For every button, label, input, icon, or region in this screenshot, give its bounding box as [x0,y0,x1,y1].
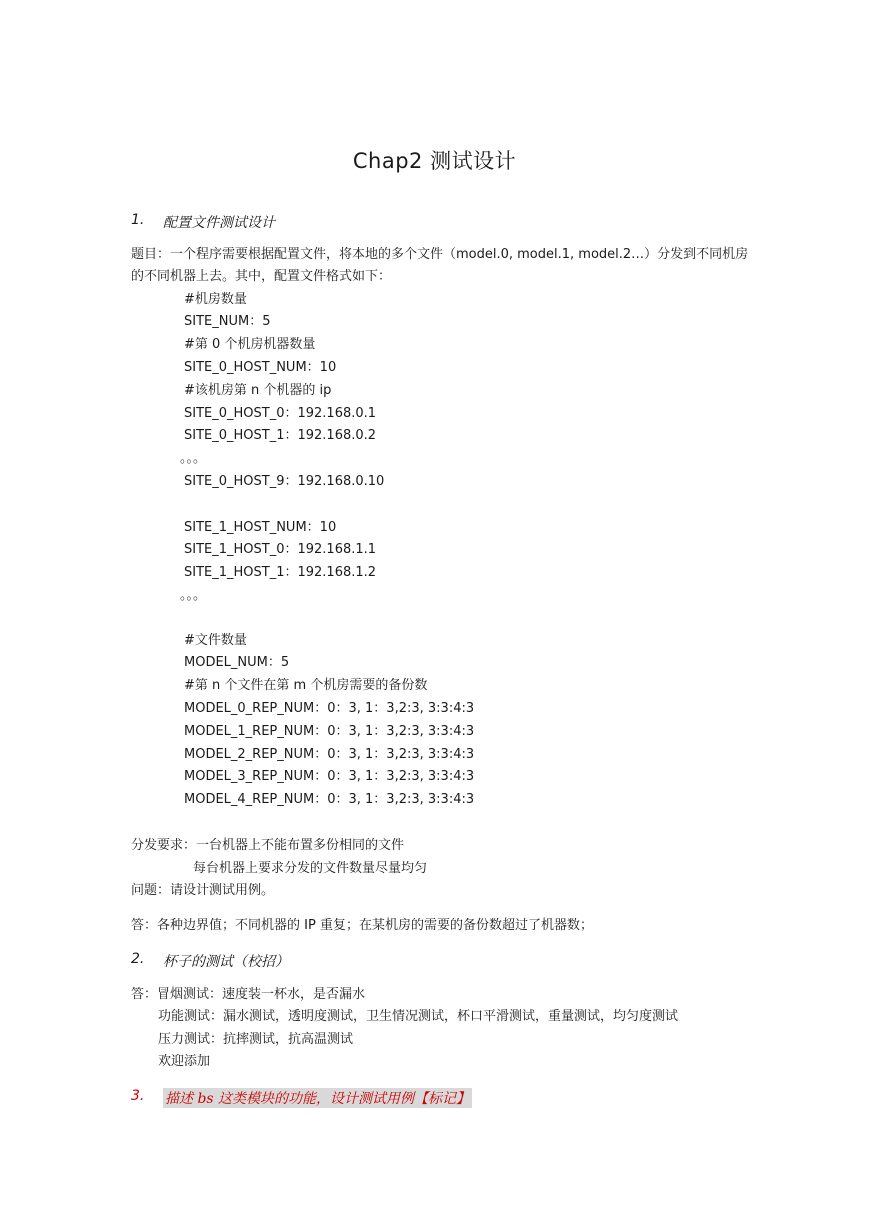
config-line: MODEL_3_REP_NUM：0：3, 1：3,2:3, 3:3:4:3 [184,769,475,784]
section-1-number: 1. [131,212,145,228]
question-line: 问题：请设计测试用例。 [131,883,275,898]
config-line: MODEL_NUM：5 [184,655,290,670]
config-line: #文件数量 [184,633,247,648]
config-line: MODEL_2_REP_NUM：0：3, 1：3,2:3, 3:3:4:3 [184,747,475,762]
answer-line: 答：各种边界值；不同机器的 IP 重复；在某机房的需要的备份数超过了机器数； [131,918,593,933]
config-line: MODEL_4_REP_NUM：0：3, 1：3,2:3, 3:3:4:3 [184,792,475,807]
config-line: SITE_NUM：5 [184,314,271,329]
config-line: #该机房第 n 个机器的 ip [184,383,332,398]
section-2-title: 杯子的测试（校招） [163,954,289,970]
section-1-title: 配置文件测试设计 [163,215,275,231]
config-line: #第 n 个文件在第 m 个机房需要的备份数 [184,678,428,693]
requirement-line-1: 分发要求：一台机器上不能布置多份相同的文件 [131,838,405,853]
answer-line: 答：冒烟测试：速度装一杯水，是否漏水 [131,987,366,1002]
config-ellipsis: 。。。 [180,451,207,466]
answer-line: 压力测试：抗摔测试，抗高温测试 [158,1032,354,1047]
config-line: SITE_0_HOST_9：192.168.0.10 [184,474,385,489]
config-line: SITE_1_HOST_NUM：10 [184,520,337,535]
config-ellipsis: 。。。 [180,588,207,603]
page-title: Chap2 测试设计 [352,149,517,173]
section-2-number: 2. [131,951,145,967]
answer-line: 欢迎添加 [158,1054,211,1069]
section-3-number: 3. [131,1088,145,1104]
answer-line: 功能测试：漏水测试，透明度测试，卫生情况测试，杯口平滑测试，重量测试，均匀度测试 [158,1009,679,1024]
requirement-line-2: 每台机器上要求分发的文件数量尽量均匀 [193,861,428,876]
intro-line-1: 题目：一个程序需要根据配置文件，将本地的多个文件（model.0, model.1, model.2…）分发到不同机房 [131,247,749,262]
config-line: #第 0 个机房机器数量 [184,337,316,352]
config-line: SITE_0_HOST_1：192.168.0.2 [184,428,377,443]
intro-line-2: 的不同机器上去。其中，配置文件格式如下： [131,269,392,284]
config-line: MODEL_0_REP_NUM：0：3, 1：3,2:3, 3:3:4:3 [184,701,475,716]
config-line: MODEL_1_REP_NUM：0：3, 1：3,2:3, 3:3:4:3 [184,724,475,739]
config-line: SITE_1_HOST_1：192.168.1.2 [184,565,377,580]
section-3-title: 描述 bs 这类模块的功能，设计测试用例【标记】 [163,1088,472,1108]
config-line: SITE_0_HOST_0：192.168.0.1 [184,406,377,421]
config-line: SITE_0_HOST_NUM：10 [184,360,337,375]
config-line: SITE_1_HOST_0：192.168.1.1 [184,542,377,557]
config-line: #机房数量 [184,292,247,307]
